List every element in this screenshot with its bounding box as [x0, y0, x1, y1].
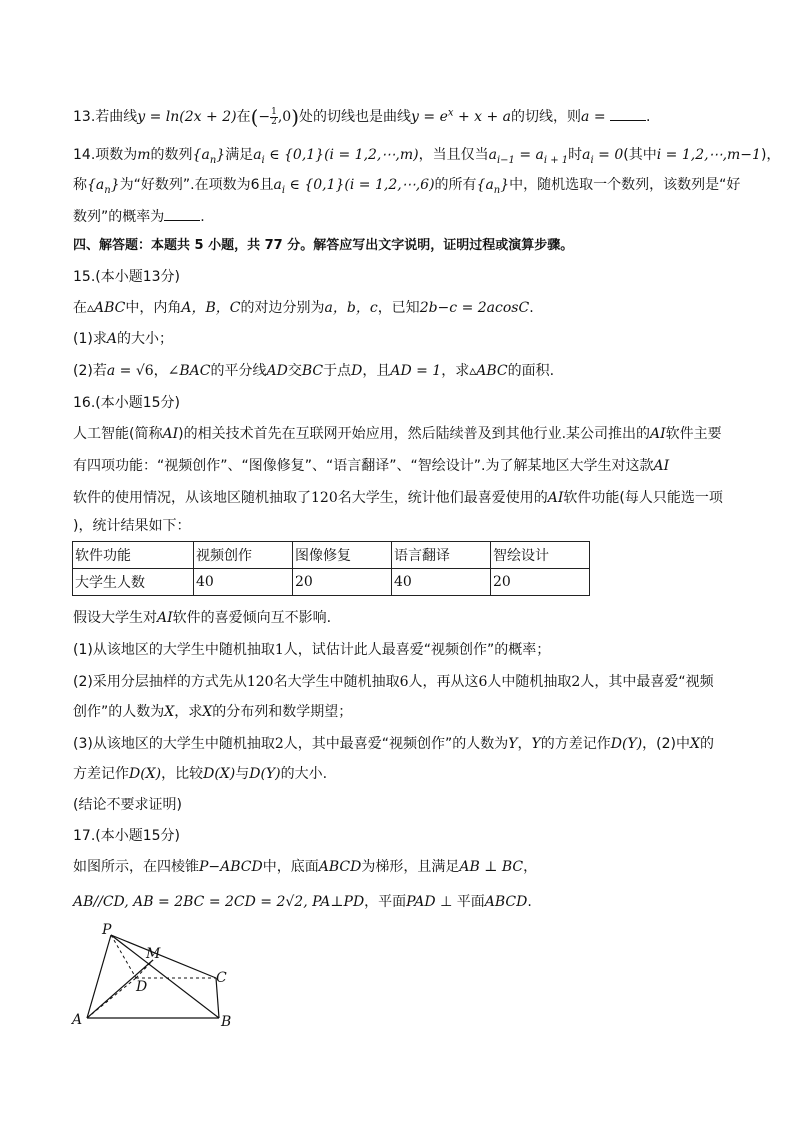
q15-D: D: [351, 363, 363, 379]
q14-h: = 0: [593, 147, 624, 163]
table-header-cell: 智绘设计: [491, 542, 590, 569]
q16-text: )的相关技术首先在互联网开始应用，然后陆续普及到其他行业.某公司推出的: [178, 426, 651, 442]
label-d: D: [136, 979, 148, 995]
q13-curve2-b: + x + a: [453, 109, 512, 125]
q13-line: [73, 106, 650, 127]
q17-text: 为梯形，且满足: [361, 859, 460, 875]
q13-ask: a =: [581, 109, 610, 125]
q16-Y: Y: [508, 736, 518, 752]
table-header-cell: 视频创作: [194, 542, 293, 569]
q16-text: 名大学生中随机抽取: [273, 674, 400, 690]
q13-point-fraction: [270, 108, 278, 127]
q14-text: ，当且仅当: [418, 147, 489, 163]
table-header-row: [73, 542, 590, 569]
q15-text: ，且: [362, 363, 391, 379]
q15-part-2: [73, 361, 554, 381]
q16-text: 假设大学生对: [73, 610, 157, 626]
edge-pb: [111, 935, 219, 1018]
q16-Y: Y: [531, 736, 541, 752]
q16-part-2-cont: [73, 702, 352, 722]
q15-text: 的对边分别为: [240, 300, 325, 316]
q16-AI: AI: [653, 458, 670, 474]
q16-text: 与: [235, 766, 250, 782]
q16-part-1: [73, 640, 550, 660]
label-p: P: [102, 922, 112, 938]
q15-text: 交: [287, 363, 302, 379]
q16-text: 人，其中最喜爱“视频: [580, 674, 714, 690]
q16-X: X: [164, 704, 175, 720]
q14-sub: i: [281, 184, 286, 196]
q16-number: 6: [478, 674, 488, 690]
q16-AI: AI: [547, 490, 564, 506]
section-4-heading: 四、解答题：本题共 5 小题，共 77 分。解答应写出文字说明，证明过程或演算步骤。: [73, 238, 574, 253]
q14-g: a: [582, 147, 591, 163]
q14-seq: {a: [192, 147, 210, 163]
table-row-label: 大学生人数: [73, 569, 194, 596]
q16-line-1: [73, 424, 722, 444]
q16-number: 120: [246, 674, 274, 690]
q16-part-3-cont: [73, 764, 327, 784]
q16-number: 1: [274, 642, 284, 658]
edge-pa: [87, 935, 111, 1018]
q13-at: 在: [236, 109, 251, 125]
q16-line-4: )，统计结果如下：: [73, 518, 191, 534]
q14-text: 的数列: [150, 147, 193, 163]
q16-text: (3)从该地区的大学生中随机抽取: [73, 736, 275, 752]
q17-plane-abcd: ABCD: [484, 894, 528, 910]
q16-X: X: [690, 736, 700, 752]
table-header-cell: 语言翻译: [392, 542, 491, 569]
q14-cond: a: [253, 147, 262, 163]
q14-end: .: [200, 209, 205, 225]
q17-text: 中，底面: [262, 859, 319, 875]
q14-seq: {a: [476, 177, 494, 193]
q15-sides: a，b，c: [324, 300, 378, 316]
q14-line-3: [73, 206, 205, 227]
q14-sub: i: [590, 154, 594, 166]
q13-mid: 处的切线也是曲线: [299, 109, 412, 125]
q16-part-3: [73, 734, 714, 754]
q15-triangle: ▵ABC: [87, 300, 126, 316]
q16-text: ，比较: [161, 766, 204, 782]
q15-part-1: [73, 329, 173, 349]
q17-text: ，平面: [364, 894, 407, 910]
table-header-cell: 软件功能: [73, 542, 194, 569]
q16-text: 有四项功能：“视频创作”、“图像修复”、“语言翻译”、“智绘设计”.为了解某地区大学生对这款: [73, 458, 654, 474]
q16-text: 人工智能(简称: [73, 426, 163, 442]
q15-text: ，求: [441, 363, 470, 379]
q13-paren-close: ): [291, 105, 300, 129]
q15-angle-bac: ∠BAC: [167, 363, 211, 379]
q16-text: ，求: [174, 704, 203, 720]
q15-a-eq: a =: [106, 363, 136, 379]
q16-number: 120: [311, 490, 338, 506]
q16-text: 的: [699, 736, 714, 752]
q14-text: 称: [73, 177, 87, 193]
q16-stats-table: [72, 541, 590, 596]
q16-AI: AI: [650, 426, 666, 442]
q13-curve2-a: y = e: [411, 109, 448, 125]
q14-text: 时: [568, 147, 583, 163]
q14-j: i = 1,2,⋯,m−1: [656, 147, 761, 163]
q15-text: ，已知: [377, 300, 420, 316]
q15-text: ，: [153, 363, 168, 379]
q16-text: 软件主要: [665, 426, 722, 442]
q16-DY: D(Y): [249, 766, 281, 782]
q16-text: (1)从该地区的大学生中随机抽取: [73, 642, 275, 658]
q15-text: .: [529, 300, 534, 316]
q14-answer-blank[interactable]: [164, 206, 200, 221]
q16-part-2: [73, 672, 714, 692]
q13-point-rest: ,0: [277, 109, 292, 125]
q16-text: 的大小.: [280, 766, 328, 782]
table-header-cell: 图像修复: [293, 542, 392, 569]
q16-assumption: [73, 608, 331, 628]
q15-text: 的面积.: [507, 363, 555, 379]
q15-text: 于点: [323, 363, 352, 379]
q14-text: )，: [760, 147, 781, 163]
q16-X: X: [202, 704, 213, 720]
q15-text: 的大小；: [116, 331, 173, 347]
q16-header: 16.(本小题15分): [73, 395, 181, 411]
q14-seq-end: }: [110, 177, 120, 193]
q14-text: 中，随机选取一个数列，该数列是“好: [509, 177, 741, 193]
q15-A: A: [106, 331, 117, 347]
q13-point-neg: −: [258, 109, 271, 125]
q16-text: 的分布列和数学期望；: [212, 704, 353, 720]
table-cell: 40: [392, 569, 491, 596]
q16-text: 软件功能(每人只能选一项: [563, 490, 723, 506]
q16-text: (2)采用分层抽样的方式先从: [73, 674, 247, 690]
q17-line-2: [73, 892, 532, 912]
q14-cond-b: ∈ {0,1}(i = 1,2,⋯,m): [264, 147, 419, 163]
q17-text: ，: [523, 859, 538, 875]
q17-base: ABCD: [318, 859, 362, 875]
q17-perp: AB ⊥ BC: [459, 859, 524, 875]
q14-sub: i + 1: [543, 154, 569, 166]
q14-line-2: [73, 175, 740, 195]
q17-text: .: [527, 894, 532, 910]
q15-BC: BC: [301, 363, 324, 379]
q14-text: (其中: [623, 147, 657, 163]
q14-text: 数列”的概率为: [73, 209, 165, 225]
q14-text: 为“好数列”.在项数为6且: [119, 177, 274, 193]
q15-text: (2)若: [73, 363, 107, 379]
q14-cond: a: [273, 177, 282, 193]
q17-equation: AB//CD, AB = 2BC = 2CD = 2√2, PA⊥PD: [73, 894, 365, 910]
q15-line-1: [73, 298, 534, 318]
q16-number: 2: [571, 674, 581, 690]
label-c: C: [216, 970, 227, 986]
q16-AI: AI: [162, 426, 179, 442]
label-a: A: [72, 1012, 83, 1028]
q14-cond-b: ∈ {0,1}(i = 1,2,⋯,6): [285, 177, 435, 193]
q16-text: 的方差记作: [540, 736, 611, 752]
q16-text: 人，其中最喜爱“视频创作”的人数为: [283, 736, 509, 752]
q15-header: 15.(本小题13分): [73, 269, 181, 285]
q14-seq-end: }: [216, 147, 226, 163]
q15-AD: AD: [266, 363, 288, 379]
edge-pd-hidden: [111, 935, 136, 978]
q14-seq: {a: [87, 177, 105, 193]
q16-text: 人中随机抽取: [487, 674, 572, 690]
table-cell: 40: [194, 569, 293, 596]
q15-text: 中，内角: [125, 300, 182, 316]
q13-answer-blank[interactable]: [610, 106, 646, 121]
q14-text: 的所有: [434, 177, 477, 193]
q17-plane-pad: PAD: [406, 894, 436, 910]
q15-angles: A，B，C: [181, 300, 241, 316]
q14-sub: i−1: [496, 154, 515, 166]
q13-curve1: y = ln(2x + 2): [137, 109, 237, 125]
label-m: M: [146, 946, 161, 962]
q15-equation: 2b−c = 2acosC: [419, 300, 530, 316]
q13-prefix: 13.若曲线: [73, 109, 138, 125]
q17-header: 17.(本小题15分): [73, 828, 181, 844]
q17-text: ⊥ 平面: [435, 894, 485, 910]
q13-point-den: 2: [271, 116, 277, 127]
label-b: B: [221, 1014, 232, 1030]
q15-AD1: AD = 1: [390, 363, 442, 379]
q16-DX: D(X): [203, 766, 236, 782]
q15-triangle: ▵ABC: [469, 363, 508, 379]
q14-text: 满足: [225, 147, 254, 163]
q14-seq-end: }: [500, 177, 510, 193]
q16-text: 人，试估计此人最喜爱“视频创作”的概率；: [283, 642, 551, 658]
edge-pc: [111, 935, 216, 978]
q14-e1: a: [488, 147, 497, 163]
q16-text: ，: [517, 736, 532, 752]
table-row: [73, 569, 590, 596]
q15-text: (1)求: [73, 331, 107, 347]
q17-pyramid-figure: [60, 920, 250, 1040]
q17-line-1: [73, 857, 537, 877]
q14-line-1: [73, 145, 780, 165]
q15-text: 在: [73, 300, 87, 316]
q13-curve2-sup: x: [447, 107, 454, 119]
q14-sub: n: [493, 184, 501, 196]
q14-sub: i: [261, 154, 265, 166]
q16-text: 名大学生，统计他们最喜爱使用的: [337, 490, 548, 506]
q16-DX: D(X): [129, 766, 162, 782]
q16-line-3: [73, 488, 723, 508]
q17-pyramid: P−ABCD: [199, 859, 263, 875]
q16-AI: AI: [157, 610, 173, 626]
q17-text: 如图所示，在四棱锥: [73, 859, 199, 875]
q14-m: m: [137, 147, 151, 163]
q16-text: 软件的喜爱倾向互不影响.: [172, 610, 332, 626]
q16-text: 方差记作: [73, 766, 129, 782]
q16-DY: D(Y): [610, 736, 643, 752]
q16-text: 软件的使用情况，从该地区随机抽取了: [73, 490, 311, 506]
q15-text: 的平分线: [210, 363, 267, 379]
q13-suffix: 的切线，则: [511, 109, 582, 125]
q16-number: 6: [399, 674, 409, 690]
q13-end: .: [646, 109, 651, 125]
q14-e2: = a: [514, 147, 544, 163]
q16-text: ，(2)中: [642, 736, 691, 752]
q13-paren-open: (: [250, 105, 259, 129]
table-cell: 20: [293, 569, 392, 596]
q14-sub: n: [209, 154, 217, 166]
table-cell: 20: [491, 569, 590, 596]
q16-text: 人，再从这: [408, 674, 479, 690]
q15-sqrt6: √6: [135, 363, 154, 379]
q16-line-2: [73, 456, 669, 476]
q16-text: 创作”的人数为: [73, 704, 165, 720]
q16-note: (结论不要求证明): [73, 797, 182, 813]
q13-point-num: 1: [271, 106, 277, 117]
q16-number: 2: [274, 736, 284, 752]
q14-text: 14.项数为: [73, 147, 138, 163]
q14-sub: n: [104, 184, 111, 196]
